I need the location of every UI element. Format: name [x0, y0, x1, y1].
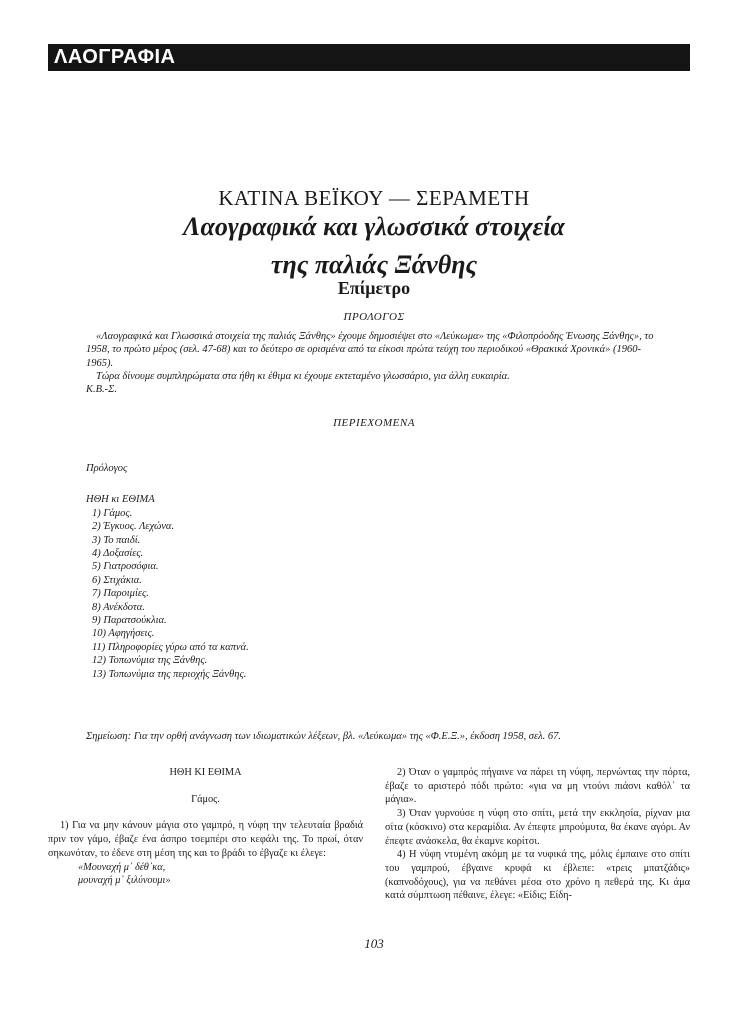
body-paragraph: 4) Η νύφη ντυμένη ακόμη με τα νυφικά της, μόλις έμπαινε στο σπίτι του γαμπρού, έβγαινε κρυφά κι έβλεπε: «τρεις μπατζάδις» (καπνοδόχους), για να πεθάνει μέσα στο χρόνο η πεθερά της. Κι άμα κατά σύμπτωση πέθαινε, έλεγε: «Είδις; Είδη- — [385, 849, 690, 902]
toc-item: 13) Τοπωνύμια της περιοχής Ξάνθης. — [92, 668, 247, 680]
toc-item: 12) Τοπωνύμια της Ξάνθης. — [92, 655, 208, 667]
table-of-contents — [86, 462, 249, 681]
body-subsection-title: Γάμος. — [191, 793, 220, 805]
toc-item: 5) Γιατροσόφια. — [92, 561, 159, 573]
toc-item: 2) Έγκυος. Λεχώνα. — [92, 521, 175, 533]
body-column-left — [48, 766, 363, 888]
toc-item: 10) Αφηγήσεις. — [92, 628, 155, 640]
prologue-paragraph: Τώρα δίνουμε συμπληρώματα στα ήθη κι έθιμα κι έχουμε εκτεταμένο γλωσσάριο, για άλλη ευκαιρία. — [96, 370, 510, 382]
toc-item: 7) Παροιμίες. — [92, 588, 149, 600]
body-paragraph: 3) Όταν γυρνούσε η νύφη στο σπίτι, μετά την εκκλησία, ρίχναν μια σίτα (κόσκινο) στα κεραμίδια. Αν έπεφτε μπρούμυτα, θα έκανε αγόρι. Αν έπεφτε ανάσκελα, θα έκαμνε κορίτσι. — [385, 808, 690, 847]
toc-item: 4) Δοξασίες. — [92, 548, 144, 560]
toc-item: 9) Παρατσούκλια. — [92, 615, 167, 627]
section-label: ΛΑΟΓΡΑΦΙΑ — [54, 46, 176, 68]
body-section-title: ΗΘΗ ΚΙ ΕΘΙΜΑ — [169, 767, 242, 778]
toc-item: 6) Στιχάκια. — [92, 574, 142, 586]
toc-item: 1) Γάμος. — [92, 507, 133, 519]
section-header-bar — [48, 44, 690, 71]
toc-item: 8) Ανέκδοτα. — [92, 601, 145, 613]
body-paragraph: 2) Όταν ο γαμπρός πήγαινε να πάρει τη νύφη, περνώντας την πόρτα, έβαζε το αριστερό πόδι πρώτο: «για να μη ντούνι πιάσνι καθόλ᾽ τα μάγια». — [385, 767, 690, 806]
contents-heading: ΠΕΡΙΕΧΟΜΕΝΑ — [333, 417, 415, 429]
article-subtitle: Επίμετρο — [337, 278, 411, 298]
page-number: 103 — [364, 936, 384, 951]
article-title-line-2: της παλιάς Ξάνθης — [270, 250, 478, 279]
verse-line: «Μουναχή μ᾽ δέθ᾽κα, — [78, 861, 166, 873]
toc-group-title: ΗΘΗ κι ΕΘΙΜΑ — [86, 494, 155, 506]
article-title-line-1: Λαογραφικά και γλωσσικά στοιχεία — [183, 212, 565, 241]
toc-item: 3) Το παιδί. — [92, 534, 141, 546]
body-paragraph: 1) Για να μην κάνουν μάγια στο γαμπρό, η νύφη την τελευταία βραδιά πριν τον γάμο, έβαζε ένα άσπρο τσεμπέρι στο κεφάλι της. Το πρωί, όταν σηκωνόταν, το έδενε στη μέση της και το βράδι το έβγαζε κι έλεγε: — [48, 820, 363, 859]
prologue-heading: ΠΡΟΛΟΓΟΣ — [343, 311, 405, 323]
reading-note: Σημείωση: Για την ορθή ανάγνωση των ιδιωματικών λέξεων, βλ. «Λεύκωμα» της «Φ.Ε.Ξ.», έκδοση 1958, σελ. 67. — [86, 731, 562, 742]
verse-line: μουναχή μ᾽ ξιλύνουμι» — [78, 875, 171, 887]
toc-item: 11) Πληροφορίες γύρω από τα καπνά. — [92, 641, 249, 653]
prologue-text — [86, 330, 660, 396]
prologue-paragraph: «Λαογραφικά και Γλωσσικά στοιχεία της παλιάς Ξάνθης» έχουμε δημοσιέψει στο «Λεύκωμα» της «Φιλοπρόοδης Ένωσης Ξάνθης», το 1958, το πρώτο μέρος (σελ. 47-68) και το δεύτερο σε ορισμένα από τα είκοσι πρώτα τεύχη του περιοδικού «Θρακικά Χρονικά» (1960-1965). — [86, 331, 654, 369]
prologue-signature: Κ.Β.-Σ. — [86, 384, 118, 396]
toc-prologue-entry: Πρόλογος — [86, 463, 128, 474]
body-column-right — [385, 766, 690, 903]
author-name: ΚΑΤΙΝΑ ΒΕΪΚΟΥ — ΣΕΡΑΜΕΤΗ — [218, 186, 530, 210]
